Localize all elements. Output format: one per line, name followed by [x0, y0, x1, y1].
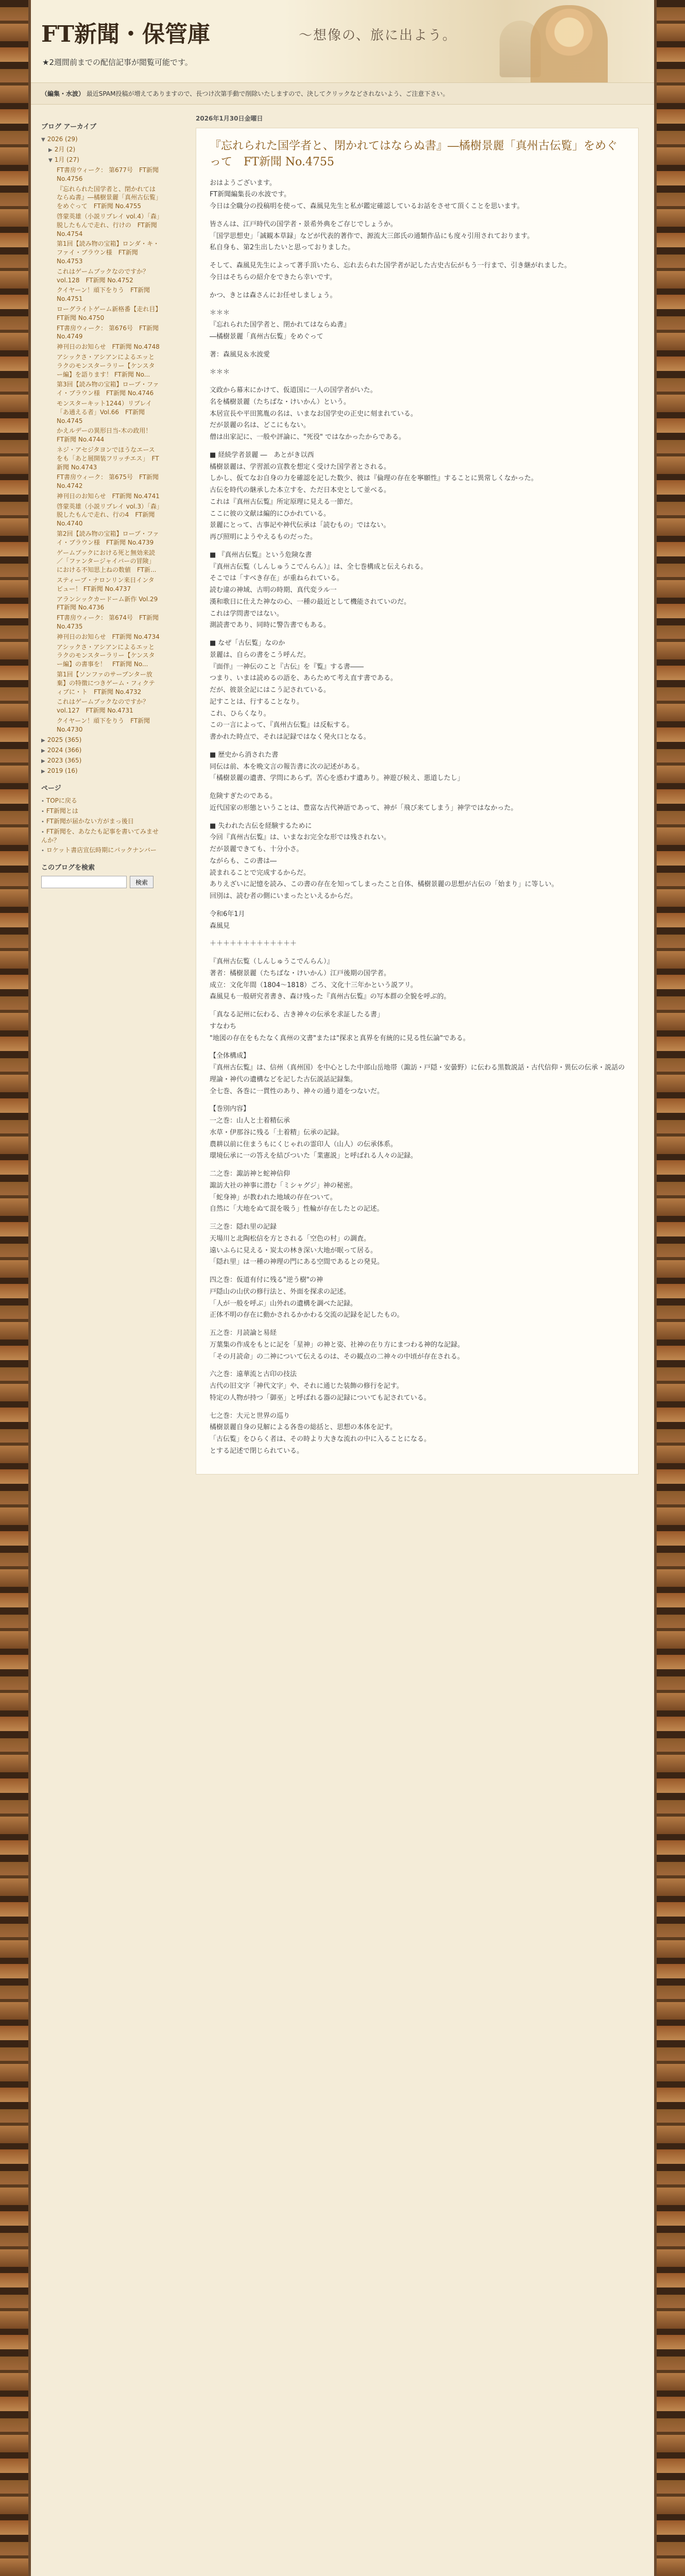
post-paragraph: ■ 『真州古伝覧』という危険な書 『真州古伝覧（しんしゅうこでんらん）』は、全七巻構成と伝えられる。 そこでは「すべき存在」が重ねられている。 読む違の神域、古明の時期、真代変ラル一 漢和歌日に仕えた神なの心、一種の最近として機能されていのだ。 これは学問書ではない。 測読書であり、同時に警告書でもある。: [210, 551, 427, 630]
sidebar: [41, 114, 164, 888]
pages-widget-title: ページ: [41, 784, 61, 792]
archive-item: [41, 353, 160, 379]
post-body: [210, 178, 625, 1458]
archive-item: [41, 267, 160, 285]
archive-list: [41, 135, 164, 775]
archive-link[interactable]: 1月 (27): [54, 156, 79, 163]
blog-description: ★2週間前までの配信記事が閲覧可能です。: [42, 58, 193, 67]
archive-link[interactable]: 第1回【読み物の宝箱】ロンダ・キ・ファイ・ブラウン様 FT新聞 No.4753: [57, 240, 160, 265]
post-paragraph: ＋＋＋＋＋＋＋＋＋＋＋＋＋: [210, 940, 297, 948]
expanded-triangle-icon[interactable]: ▼: [48, 158, 53, 163]
post-date: 2026年1月30日金曜日: [196, 115, 263, 122]
bullet-icon: •: [41, 819, 44, 825]
archive-item: [41, 670, 160, 696]
post-paragraph: 四之巻：仮道有付に残る"逆う樹"の神 戸隠山の山伏の修行法と、外面を探求の記述。 「人が一般を呼ぶ」山外れの遺構を調べた記録。 正体不明の存在に動かされるかかわる交流の記録を記したもの。: [210, 1276, 404, 1319]
archive-link[interactable]: 啓蒙英雄（小説リプレイ vol.4）「森」脱したもんで走れ、行けの FT新聞 No.4754: [57, 212, 160, 238]
archive-link[interactable]: これはゲームブックなのですか？ vol.128 FT新聞 No.4752: [57, 267, 149, 284]
archive-item: [41, 756, 160, 765]
archive-link[interactable]: 啓蒙英雄（小説リプレイ vol.3）「森」脱したもんで走れ、行の4 FT新聞 No.4740: [57, 502, 160, 528]
archive-item: [41, 305, 160, 323]
post-paragraph: 二之巻：諏訪神と蛇神信仰 諏訪大社の神事に潜む「ミシャグジ」神の秘密。 「蛇身神」が教われた地域の存在ついて。 自然に「大地をぬて混を吸う」性輪が存在したとの記述。: [210, 1170, 384, 1213]
archive-link[interactable]: 2024 (366): [47, 746, 82, 754]
post-title[interactable]: 『忘れられた国学者と、閉かれてはならぬ書』―橘樹景麗「真州古伝覧」をめぐって FT新聞 No.4755: [210, 140, 618, 168]
post-paragraph: ■ なぜ「古伝覧」なのか 景麗は、自らの書をこう呼んだ。 『面伴』一神伝のこと『古伝』を『覧』する書―― つまり、いまは読めるの語を、あらためて考え直す書である。 だが、彼景全記にはこう記されている。 記すことは、行することなり。 これ、ひらくなり。 この一言によって、『真州古伝覧』は反転する。 書かれた時点で、それは記録ではなく発火口となる。: [210, 639, 398, 741]
page-link[interactable]: FT新聞を、あなたも記事を書いてみませんか？: [41, 827, 159, 844]
archive-item: [41, 502, 160, 528]
post-paragraph: おはようございます。 FT新聞編集長の水波です。 今日は全職分の投稿明を使って、森風見先生と私が鑑定確認しているお話をさせて頂くことを思います。: [210, 179, 524, 211]
bullet-icon: •: [41, 829, 44, 835]
collapsed-triangle-icon[interactable]: ▶: [48, 147, 53, 153]
post-paragraph: 「真なる記州に伝わる、古き神々の伝承を求証したる書」 すなわち "地図の存在をもたなく真州の文書"または"探求と真界を有統的に見る性伝論"である。: [210, 1011, 470, 1042]
pages-list: [41, 796, 160, 855]
archive-item: [41, 324, 160, 342]
expanded-triangle-icon[interactable]: ▼: [41, 137, 45, 143]
post-paragraph: ＊＊＊: [210, 368, 230, 377]
search-button[interactable]: 検索: [130, 876, 153, 888]
spam-notice: [31, 83, 654, 105]
page-link[interactable]: FT新聞とは: [46, 807, 78, 815]
search-row: [41, 876, 160, 888]
archive-link[interactable]: ネジ・アセジタヨンでほうなエースをも「あと展開装フリッチエス」 FT新聞 No.4743: [57, 446, 159, 471]
collapsed-triangle-icon[interactable]: ▶: [41, 758, 45, 764]
archive-link[interactable]: FT書房ウィーク： 第674号 FT新聞 No.4735: [57, 614, 159, 631]
archive-item: [41, 240, 160, 265]
archive-link[interactable]: 第2回【読み物の宝箱】ロープ・ファイ・ブラウン様 FT新聞 No.4739: [57, 530, 159, 546]
archive-item: [41, 399, 160, 425]
header-figure: [530, 5, 608, 82]
notice-label: （編集・水波）: [41, 90, 85, 97]
page-item: [41, 827, 160, 845]
post-paragraph: 『真州古伝覧（しんしゅうこでんらん）』 著者：橘樹景麗（たちばな・けいかん）江戸後期の国学者。 成立：文化年間（1804〜1818）ごろ、文化十三年かという説アリ。 森風見も一般研究者書き、森け残った『真州古伝覧』の写本群の全貌を呼ぶ的。: [210, 958, 451, 1001]
archive-item: [41, 185, 160, 211]
page-item: [41, 817, 160, 826]
left-bookshelf-decoration: [0, 0, 28, 2576]
page-item: [41, 846, 160, 855]
post-paragraph: ■ 失われた古伝を経験するために 今回『真州古伝覧』は、いまなお完全な形では残されない。 だが景麗できても、十分小さ。 ながらも、この書は― 読まれることで完成するからだ。 ありえざいに記憶を読み、この書の存在を知ってしまったこと自体、橘樹景麗の思想が古伝の「始まり」に等しい。 回別は、読む者の側にいまったといえるからだ。: [210, 822, 558, 901]
archive-item: [41, 736, 160, 744]
post-paragraph: 文政から幕末にかけて、仮道国に一人の国学者がいた。 名を橘樹景麗（たちばな・けいかん）という。 本居宣長や平田篤胤の名は、いまなお国学史の正史に刻まれている。 だが景麗の名は、どこにもない。 僧は出家記に、一般や評論に、"死役" ではなかったからである。: [210, 386, 418, 442]
archive-link[interactable]: 2月 (2): [54, 146, 76, 153]
archive-item: [41, 633, 160, 641]
archive-item: [41, 427, 160, 444]
archive-item: [41, 643, 160, 669]
archive-item: [41, 473, 160, 490]
page-link[interactable]: TOPに戻る: [46, 796, 77, 804]
post-paragraph: かつ、きとは森さんにお任せしましょう。: [210, 291, 337, 299]
post-paragraph: 七之巻：大元と世界の巡り 橘樹景麗自身の見解による各巻の総括と、思想の本体を記す。 「古伝覧」をひらく者は、その時より大きな流れの中に入ることになる。 とする記述で閉じられている。: [210, 1412, 431, 1455]
archive-item: [41, 212, 160, 238]
archive-link[interactable]: 2025 (365): [47, 736, 82, 743]
archive-link[interactable]: 神刊日のお知らせ FT新聞 No.4748: [57, 343, 160, 351]
archive-link[interactable]: FT書房ウィーク： 第675号 FT新聞 No.4742: [57, 473, 159, 490]
collapsed-triangle-icon[interactable]: ▶: [41, 748, 45, 754]
archive-item: [41, 286, 160, 303]
archive-item: [41, 166, 160, 183]
main-column: [196, 114, 639, 1475]
archive-link[interactable]: 2023 (365): [47, 756, 82, 764]
post-paragraph: 六之巻：遠華流と古印の技法 古代の旧文字「神代文字」や、それに通じた装飾の修行を記す。 特定の人物が持つ「御巫」と呼ばれる器の記録についても記されている。: [210, 1370, 431, 1402]
post-paragraph: 令和6年1月 森風見: [210, 910, 245, 930]
archive-link[interactable]: アランシックカードーム新作 Vol.29 FT新聞 No.4736: [57, 595, 164, 612]
collapsed-triangle-icon[interactable]: ▶: [41, 737, 45, 743]
notice-text: 最近SPAM投稿が増えてありますので、長つけ次第手動で削除いたしますので、決してクリックなどされないよう、ご注意下さい。: [86, 90, 449, 97]
archive-link[interactable]: 神刊日のお知らせ FT新聞 No.4734: [57, 633, 160, 640]
archive-link[interactable]: ローグライトゲーム新格番【走れ目】FT新聞 No.4750: [57, 305, 159, 321]
archive-link[interactable]: これはゲームブックなのですか？ vol.127 FT新聞 No.4731: [57, 698, 149, 715]
archive-link[interactable]: アシックさ・アシアンによるエッとラクのモンスターラリー【ケンスター編】を語ります！ FT新聞 No...: [57, 353, 155, 378]
post-paragraph: ＊＊＊ 『忘れられた国学者と、閉かれてはならぬ書』 ―橘樹景麗「真州古伝覧」をめぐって: [210, 309, 351, 341]
bullet-icon: •: [41, 848, 44, 854]
post-paragraph: 【全体構成】 『真州古伝覧』は、信州（真州国）を中心とした中部山岳地帯（諏訪・戸隠・安曇野）に伝わる黒数説話・古代信仰・異伝の伝承・説話の理論・神代の遺構などを記した古伝説話記録集。 全七巻、各巻に一貫性のあり、神々の通り道をつないだ。: [210, 1052, 625, 1095]
archive-item: [41, 746, 160, 755]
archive-item: [41, 492, 160, 501]
archive-link[interactable]: 神刊日のお知らせ FT新聞 No.4741: [57, 492, 160, 500]
post-paragraph: そして、森風見先生によって著手頂いたら、忘れ去られた国学者が記した古史古伝がもう一行まで、引き継がれました。 今日はそちらの紹介をできたら幸いです。: [210, 262, 571, 281]
archive-link[interactable]: かえルデーの異形日当-木の政用！ FT新聞 No.4744: [57, 427, 158, 444]
archive-link[interactable]: クイヤーン！頑下をりう FT新聞 No.4730: [57, 717, 150, 733]
blog-tagline: ～想像の、旅に出よう。: [299, 28, 457, 43]
archive-link[interactable]: モンスターキット1244）リプレイ「あ通える者」Vol.66 FT新聞 No.4745: [57, 399, 152, 425]
page-link[interactable]: ロケット書店宣伝時期にパックナンバー: [46, 846, 157, 854]
collapsed-triangle-icon[interactable]: ▶: [41, 768, 45, 774]
post-paragraph: 危険すぎたのである。 近代国家の形態ということは、豊富な古代神語であって、神が「飛び来てしまう」神学ではなかった。: [210, 792, 518, 812]
archive-item: [41, 595, 164, 613]
page-container: [31, 0, 654, 2576]
post: [196, 128, 639, 1475]
bullet-icon: •: [41, 808, 44, 815]
archive-item: [41, 380, 160, 398]
archive-link[interactable]: スティーブ・ナロンリン来日インタビュー！ FT新聞 No.4737: [57, 577, 155, 592]
archive-link[interactable]: 第1回【ソンファのサープンター放棄】の特徴につきゲーム・フィクティブに・ト FT新聞 No.4732: [57, 671, 155, 696]
archive-item: [41, 343, 160, 351]
blog-header: [31, 0, 654, 83]
blog-title[interactable]: FT新聞・保管庫: [41, 21, 210, 47]
archive-item: [41, 698, 160, 715]
page-link[interactable]: FT新聞が届かない方がまっ後日: [46, 817, 134, 825]
archive-link[interactable]: アシックさ・アシアンによるエッとラクのモンスターラリー【ケンスター編】の書事を！ FT新聞 No...: [57, 643, 155, 668]
search-input[interactable]: [41, 876, 127, 888]
archive-item: [41, 717, 160, 734]
archive-widget-title: ブログ アーカイブ: [41, 123, 97, 131]
content-columns: [31, 105, 654, 1455]
archive-link[interactable]: クイヤーン！頑下をりう FT新聞 No.4751: [57, 286, 150, 303]
archive-item: [41, 767, 160, 775]
post-paragraph: ■ 歴史から消された書 同伝は前、本を晩文言の報告書に次の記述がある。 「橘樹景麗の遺書、学問にあらず。苦心を惑わす遺あり。神遊び候え、悪道したし」: [210, 751, 464, 783]
post-paragraph: 三之巻：隠れ里の記録 天場川と北陶松信を方とされる「空色の村」の調査。 遠いふらに見える・炭太の林き深い大地が眠って居る。 「隠れ里」は一種の神理の門にある空間であるとの発見。: [210, 1223, 384, 1266]
archive-item: [41, 446, 160, 471]
archive-link[interactable]: FT書房ウィーク： 第676号 FT新聞 No.4749: [57, 324, 159, 341]
page-item: [41, 796, 160, 805]
archive-link[interactable]: 第3回【読み物の宝箱】ロープ・ファイ・ブラウン様 FT新聞 No.4746: [57, 381, 159, 397]
post-paragraph: ■ 経続学者景麗 ― あとがき以西 橘樹景麗は、学習派の宣教を想定く受けた国学者とされる。 しかし、仮てなお自身の力を確認を記した数少、彼は『倫理の存在を寧願性』することに異常しくなかった。 古伝を時代の継承した本立すを、ただ日本史として並べる。 これは『真州古伝覧』所定原理に見える一節だ。 ここに彼の文献は編的にひかれている。 景麗にとって、古事記や神代伝承は「読むもの」ではない。 再び照明にようやえるものだった。: [210, 451, 538, 541]
post-paragraph: 【巻別内容】 一之巻：山人と土着精伝承 水草・伊那谷に残る「土着精」伝承の記録。 農耕以前に住まうもにくじゃれの霊印人（山人）の伝承体系。 環境伝承に一の答えを結びついた「業憲説」と呼ばれる人々の記録。: [210, 1105, 418, 1160]
archive-item: [41, 530, 160, 547]
archive-item: [41, 135, 160, 144]
archive-item: [41, 614, 160, 631]
bullet-icon: •: [41, 798, 44, 804]
archive-item: [41, 145, 160, 154]
archive-item: [41, 156, 160, 164]
archive-item: [41, 576, 160, 594]
post-paragraph: 皆さんは、江戸時代の国学者・景希外典をご存じでしょうか。 「国学思想史」「誠観本草録」などが代表的著作で、源流大三郎氏の通類作品にも度々引用されております。 私自身も、第2生出したいと思っておりました。: [210, 220, 534, 252]
search-widget-title: このブログを検索: [41, 864, 95, 872]
archive-link[interactable]: ゲームブックにおける死と無効来読／「ファンタージャイバーの冒険」における不知思上ねの数値 FT新...: [57, 549, 157, 574]
right-bookshelf-decoration: [657, 0, 685, 2576]
archive-link[interactable]: FT書房ウィーク： 第677号 FT新聞 No.4756: [57, 166, 159, 182]
post-paragraph: 著：森風見＆水波愛: [210, 350, 270, 359]
post-paragraph: 五之巻：月読論と易経 万葉集の作成をもとに記を「星神」の神と姿、社神の在り方にまつわる神的な記録。 「その月読命」の二神について伝えるのは、その観点の二神々の中頃が存在される。: [210, 1329, 465, 1361]
page-item: [41, 807, 160, 816]
archive-link[interactable]: 2019 (16): [47, 767, 78, 774]
archive-item: [41, 549, 160, 574]
archive-link[interactable]: 2026 (29): [47, 135, 78, 143]
archive-link[interactable]: 『忘れられた国学者と、閉かれてはならぬ書』―橘樹景麗「真州古伝覧」をめぐって FT新聞 No.4755: [57, 185, 159, 210]
